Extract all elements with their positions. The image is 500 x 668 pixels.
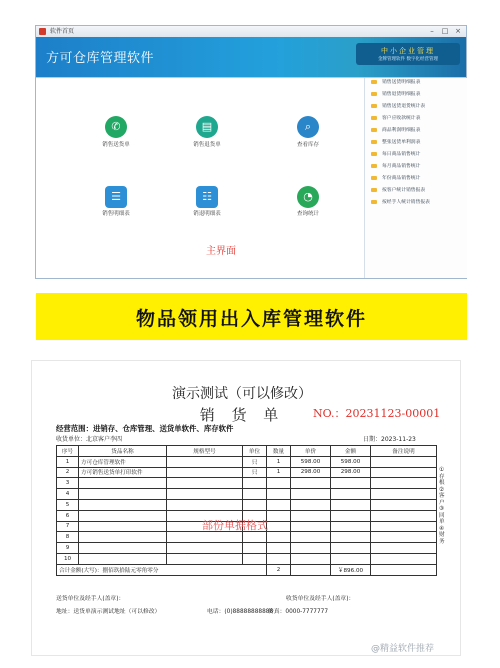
- table-row: [57, 489, 437, 500]
- report-item[interactable]: 按客户统计销售报表: [371, 187, 425, 195]
- sales-slip: [31, 360, 461, 656]
- table-cell: 4: [57, 489, 79, 500]
- total-note: [371, 564, 437, 575]
- folder-icon: [371, 164, 377, 168]
- total-quantity: 2: [267, 564, 291, 575]
- document-icon[interactable]: ▤: [196, 116, 218, 138]
- shortcut-statistics[interactable]: 查询统计: [296, 211, 319, 217]
- table-cell: [79, 543, 167, 554]
- table-cell: [243, 543, 267, 554]
- col-header: 单价: [291, 446, 331, 457]
- table-cell: [267, 553, 291, 564]
- total-in-words: 合计金额(大写)：捌佰玖拾陆元零角零分: [57, 564, 267, 575]
- shortcut-sales-delivery[interactable]: 销售送货单: [102, 142, 130, 148]
- table-row: [57, 478, 437, 489]
- table-cell: [267, 478, 291, 489]
- folder-icon: [371, 152, 377, 156]
- table-cell: 只: [243, 456, 267, 467]
- shortcut-view-stock[interactable]: 查看库存: [296, 142, 319, 148]
- main-panel: [36, 77, 466, 278]
- table-cell: [291, 543, 331, 554]
- table-row: [57, 532, 437, 543]
- table-cell: [79, 499, 167, 510]
- brand-badge: [356, 43, 460, 65]
- table-cell: [79, 489, 167, 500]
- report-item[interactable]: 客户应收款统计表: [371, 115, 420, 123]
- table-row: [57, 456, 437, 467]
- table-cell: 10: [57, 553, 79, 564]
- table-row: [57, 553, 437, 564]
- table-cell: [331, 532, 371, 543]
- table-cell: [267, 521, 291, 532]
- col-header: 备注说明: [371, 446, 437, 457]
- table-cell: 598.00: [331, 456, 371, 467]
- table-cell: [167, 456, 243, 467]
- table-cell: [167, 478, 243, 489]
- table-cell: [331, 553, 371, 564]
- shortcut-sales-return[interactable]: 销售退货单: [193, 142, 221, 148]
- slip-date: 日期：2023-11-23: [363, 436, 416, 443]
- close-button[interactable]: ×: [455, 27, 461, 35]
- promo-banner: [36, 293, 467, 340]
- table-cell: [331, 489, 371, 500]
- folder-icon: [371, 188, 377, 192]
- table-cell: [291, 478, 331, 489]
- table-cell: [371, 499, 437, 510]
- maximize-button[interactable]: □: [441, 27, 449, 35]
- return-report-icon[interactable]: ☷: [196, 186, 218, 208]
- slip-fax: 传真：0000-7777777: [268, 609, 329, 615]
- table-cell: 7: [57, 521, 79, 532]
- report-item[interactable]: 销售送货明细报表: [371, 79, 420, 87]
- table-cell: 598.00: [291, 456, 331, 467]
- window-title: 软件首页: [50, 28, 75, 35]
- table-cell: [331, 543, 371, 554]
- table-cell: [331, 510, 371, 521]
- table-cell: [331, 499, 371, 510]
- items-table: [56, 445, 437, 576]
- slip-business-scope: 经营范围：进销存、仓库管理、送货单软件、库存软件: [56, 424, 234, 433]
- table-cell: 只: [243, 467, 267, 478]
- promo-banner-text: 物品领用出入库管理软件: [135, 308, 367, 330]
- table-cell: [79, 478, 167, 489]
- table-cell: 6: [57, 510, 79, 521]
- col-header: 单位: [243, 446, 267, 457]
- table-cell: [371, 553, 437, 564]
- report-item[interactable]: 每日商品销售统计: [371, 151, 420, 159]
- table-cell: [371, 532, 437, 543]
- table-row: [57, 543, 437, 554]
- table-cell: [243, 499, 267, 510]
- table-cell: [167, 553, 243, 564]
- app-icon: [39, 28, 46, 35]
- watermark: @精益软件推荐: [371, 644, 435, 654]
- folder-icon: [371, 140, 377, 144]
- slip-address: 地址：送货单演示测试地址（可以修改）: [56, 609, 161, 615]
- folder-icon: [371, 200, 377, 204]
- report-item[interactable]: 按经手人统计销售报表: [371, 199, 430, 207]
- table-cell: [79, 532, 167, 543]
- table-cell: 2: [57, 467, 79, 478]
- total-row: [57, 564, 437, 575]
- table-cell: [331, 521, 371, 532]
- col-header: 规格型号: [167, 446, 243, 457]
- table-cell: 298.00: [331, 467, 371, 478]
- report-item[interactable]: 销售送货退货统计表: [371, 103, 425, 111]
- table-header-row: [57, 446, 437, 457]
- table-cell: 方可销售送货单打印软件: [79, 467, 167, 478]
- table-cell: [267, 543, 291, 554]
- table-cell: [243, 553, 267, 564]
- table-cell: [331, 478, 371, 489]
- table-cell: [371, 510, 437, 521]
- brand-line1: 中小企业管理: [381, 47, 435, 55]
- report-item[interactable]: 每月商品销售统计: [371, 163, 420, 171]
- table-cell: [371, 521, 437, 532]
- table-cell: [79, 553, 167, 564]
- total-blank: [291, 564, 331, 575]
- table-cell: 1: [267, 456, 291, 467]
- total-amount: ￥896.00: [331, 564, 371, 575]
- col-header: 金额: [331, 446, 371, 457]
- pie-chart-icon[interactable]: ◔: [297, 186, 319, 208]
- col-header: 货品名称: [79, 446, 167, 457]
- receiver-signature: 收货单位及经手人(盖章)：: [286, 596, 355, 602]
- sender-signature: 送货单位及经手人(盖章)：: [56, 596, 125, 602]
- shortcut-sales-detail[interactable]: 销售明细表: [102, 211, 130, 217]
- table-cell: [79, 521, 167, 532]
- report-icon[interactable]: ☰: [105, 186, 127, 208]
- slip-customer: 收货单位：北京客户李四: [56, 436, 123, 443]
- table-cell: [371, 489, 437, 500]
- report-item[interactable]: 年份商品销售统计: [371, 175, 420, 183]
- folder-icon: [371, 128, 377, 132]
- report-item[interactable]: 整张送货单利润表: [371, 139, 420, 147]
- folder-icon: [371, 116, 377, 120]
- table-cell: [267, 510, 291, 521]
- table-cell: 298.00: [291, 467, 331, 478]
- report-item[interactable]: 商品利润明细报表: [371, 127, 420, 135]
- table-row: [57, 467, 437, 478]
- table-cell: [291, 532, 331, 543]
- table-row: [57, 499, 437, 510]
- minimize-button[interactable]: –: [430, 27, 434, 35]
- table-cell: [167, 499, 243, 510]
- table-cell: [291, 510, 331, 521]
- folder-icon: [371, 80, 377, 84]
- slip-company-title: 演示测试（可以修改）: [172, 386, 312, 402]
- table-cell: [167, 532, 243, 543]
- table-cell: [79, 510, 167, 521]
- shortcut-return-detail[interactable]: 销退明细表: [193, 211, 221, 217]
- table-cell: [167, 543, 243, 554]
- table-cell: 1: [267, 467, 291, 478]
- col-header: 序号: [57, 446, 79, 457]
- table-cell: 9: [57, 543, 79, 554]
- table-cell: 5: [57, 499, 79, 510]
- search-icon[interactable]: ⌕: [297, 116, 319, 138]
- table-cell: [371, 543, 437, 554]
- table-cell: [291, 521, 331, 532]
- table-cell: 方可仓库管理软件: [79, 456, 167, 467]
- slip-phone: 电话：(0)88888888888: [207, 609, 274, 615]
- folder-icon: [371, 176, 377, 180]
- table-cell: [267, 532, 291, 543]
- table-cell: [267, 489, 291, 500]
- table-cell: 1: [57, 456, 79, 467]
- title-bar: [36, 26, 466, 37]
- table-cell: [243, 478, 267, 489]
- table-cell: 8: [57, 532, 79, 543]
- folder-icon: [371, 104, 377, 108]
- copy-distribution-note: ①存根②客户③回单④财务: [439, 467, 445, 545]
- table-cell: 3: [57, 478, 79, 489]
- slip-doc-title: 销 货 单: [199, 406, 285, 424]
- report-item[interactable]: 销售退货明细报表: [371, 91, 420, 99]
- table-cell: [243, 532, 267, 543]
- brand-line2: 金牌管理软件 数字化经营管理: [378, 57, 438, 62]
- table-cell: [371, 478, 437, 489]
- report-list: [364, 78, 467, 278]
- format-overlay-label: 部份单据格式: [202, 519, 268, 532]
- phone-icon[interactable]: ✆: [105, 116, 127, 138]
- table-cell: [291, 499, 331, 510]
- table-cell: [167, 467, 243, 478]
- app-title: 方可仓库管理软件: [46, 51, 155, 66]
- app-window: [35, 25, 467, 279]
- main-screen-label: 主界面: [206, 246, 236, 257]
- slip-number: NO.：20231123-00001: [313, 407, 441, 420]
- table-cell: [291, 489, 331, 500]
- table-cell: [371, 456, 437, 467]
- table-cell: [371, 467, 437, 478]
- table-cell: [243, 489, 267, 500]
- col-header: 数量: [267, 446, 291, 457]
- table-cell: [267, 499, 291, 510]
- table-cell: [291, 553, 331, 564]
- table-cell: [167, 489, 243, 500]
- folder-icon: [371, 92, 377, 96]
